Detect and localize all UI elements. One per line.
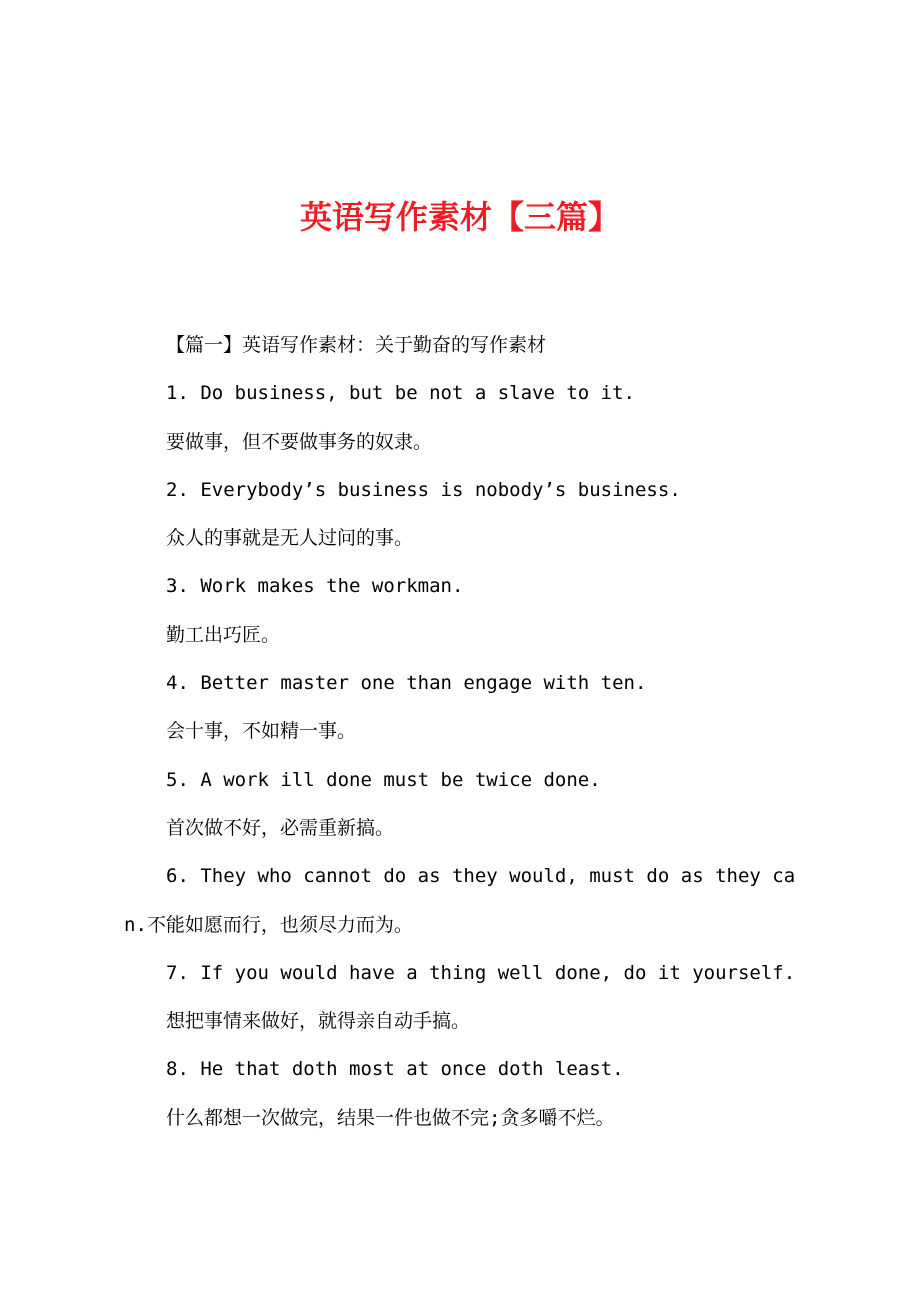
proverb-chinese: 什么都想一次做完，结果一件也做不完;贪多嚼不烂。 — [166, 1106, 615, 1129]
proverb-english: 4. Better master one than engage with ten. — [166, 672, 647, 695]
proverb-english: 5. A work ill done must be twice done. — [166, 768, 601, 791]
proverb-chinese: 会十事，不如精一事。 — [166, 720, 357, 743]
proverb-chinese: 首次做不好，必需重新搞。 — [166, 816, 395, 839]
proverb-english: 1. Do business, but be not a slave to it. — [166, 382, 635, 405]
section-heading: 【篇一】英语写作素材：关于勤奋的写作素材 — [166, 334, 547, 356]
proverb-english: 8. He that doth most at once doth least. — [166, 1058, 624, 1081]
proverb-chinese: 要做事，但不要做事务的奴隶。 — [166, 430, 433, 453]
proverb-english: 7. If you would have a thing well done, do it yourself. — [166, 961, 796, 984]
document-title: 英语写作素材【三篇】 — [299, 198, 620, 236]
document-body — [124, 321, 814, 1142]
proverb-english: 3. Work makes the workman. — [166, 575, 464, 598]
proverb-chinese: 想把事情来做好，就得亲自动手搞。 — [166, 1010, 471, 1033]
proverb-chinese: 勤工出巧匠。 — [166, 623, 281, 646]
proverb-english-with-chinese: 6. They who cannot do as they would, must do as they can.不能如愿而行，也须尽力而为。 — [124, 865, 796, 936]
proverb-chinese: 众人的事就是无人过问的事。 — [166, 527, 414, 550]
proverb-english: 2. Everybody’s business is nobody’s business. — [166, 478, 681, 501]
